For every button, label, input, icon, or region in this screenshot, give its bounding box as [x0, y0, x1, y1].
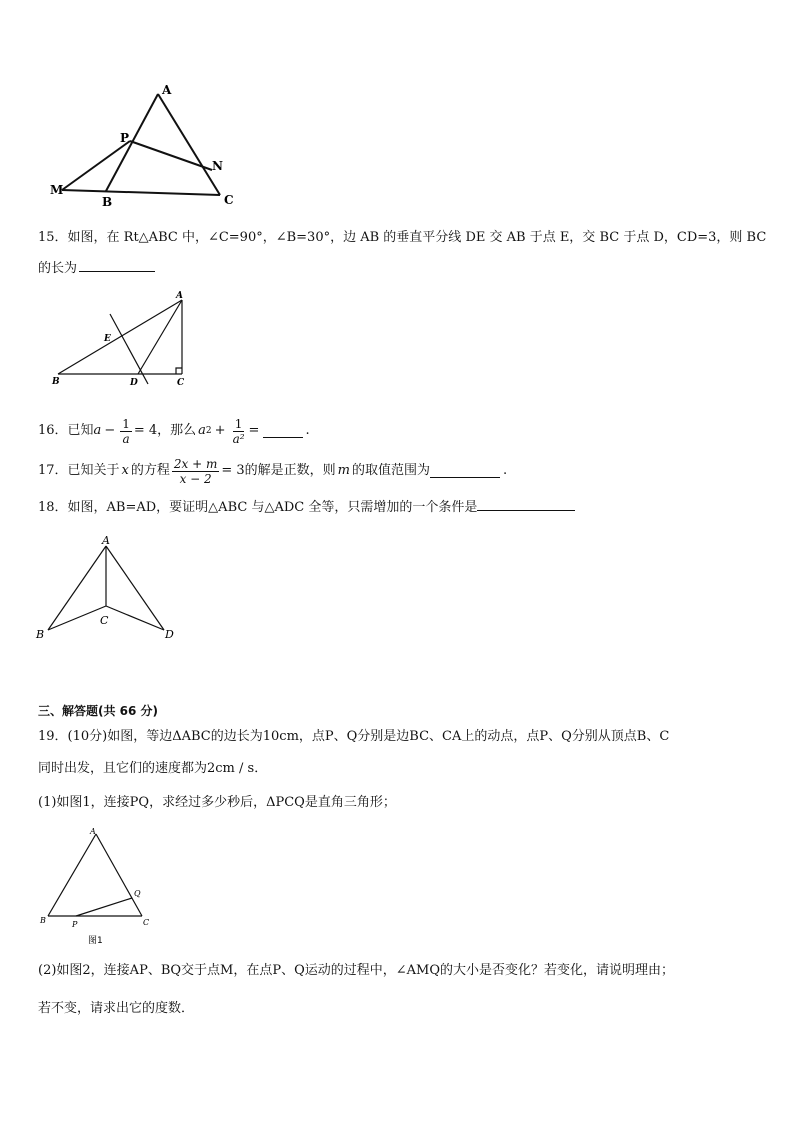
label-C: C: [177, 378, 185, 388]
label-B: B: [52, 377, 60, 387]
edge-mc: [62, 190, 220, 195]
q15-line2-text: 的长为: [38, 261, 78, 276]
q19-part2-line2: 若不变，请求出它的度数．: [38, 1001, 195, 1016]
edge-ba: [58, 300, 182, 374]
label-A: A: [102, 534, 110, 547]
q18-text: 18．如图，AB=AD，要证明△ABC 与△ADC 全等，只需增加的一个条件是: [38, 500, 478, 515]
section-3-title: 三、解答题(共 66 分): [38, 704, 159, 718]
label-C: C: [100, 614, 109, 627]
label-B: B: [36, 628, 45, 641]
q16-frac1-num: 1: [122, 416, 130, 431]
q19-line2: 同时出发，且它们的速度都为2cm / s．: [38, 761, 268, 776]
edge-ab: [48, 834, 96, 916]
q16-line: [38, 413, 310, 449]
figure-q14: [40, 78, 250, 213]
label-B: B: [102, 195, 113, 209]
figure-q18-svg: [34, 532, 184, 642]
q17-prefix: 17．已知关于: [38, 463, 120, 478]
segment-pq: [76, 898, 132, 916]
right-angle-mark: [176, 368, 182, 374]
label-E: E: [104, 334, 111, 344]
label-N: N: [212, 159, 223, 173]
q16-minus: −: [104, 423, 116, 438]
label-Q: Q: [134, 889, 141, 898]
q17-frac-den: x − 2: [179, 471, 212, 486]
figure-q19-1: [36, 826, 166, 948]
q19-line1: 19．(10分)如图，等边ΔABC的边长为10cm，点P、Q分别是边BC、CA上的动点，点P、Q分别从顶点B、C: [38, 729, 670, 744]
q17-var-m: m: [337, 463, 350, 478]
q15-line2: [38, 259, 155, 278]
label-M: M: [50, 183, 64, 197]
label-D: D: [130, 378, 138, 388]
label-A: A: [162, 83, 172, 97]
label-P: P: [120, 131, 130, 145]
figure-q14-svg: [40, 78, 250, 213]
edge-pn: [130, 141, 212, 170]
label-P: P: [72, 920, 78, 929]
q15-line1: 15．如图，在 Rt△ABC 中，∠C=90°，∠B=30°，边 AB 的垂直平分线 DE 交 AB 于点 E，交 BC 于点 D，CD=3，则 BC: [38, 230, 767, 245]
q19-part1: (1)如图1，连接PQ，求经过多少秒后，ΔPCQ是直角三角形；: [38, 795, 396, 810]
q17-eq: = 3的解是正数，则: [221, 463, 336, 478]
label-A: A: [176, 291, 183, 301]
figure-caption: 图1: [88, 936, 103, 946]
q18-answer-blank[interactable]: [477, 498, 575, 511]
q17-line: [38, 451, 507, 491]
q16-plus: +: [214, 423, 226, 438]
figure-q19-1-svg: [36, 826, 166, 948]
q17-end: .: [503, 463, 508, 478]
q16-var-a: a: [93, 423, 102, 438]
q16-fraction-2: [231, 417, 247, 446]
edge-ac: [158, 94, 220, 195]
q16-eq: = 4，那么: [133, 423, 197, 438]
q16-frac2-num: 1: [234, 416, 243, 431]
q17-answer-blank[interactable]: [430, 465, 500, 478]
q16-sup2: 2: [205, 426, 212, 436]
q19-part2-line1: (2)如图2，连接AP、BQ交于点M，在点P、Q运动的过程中，∠AMQ的大小是否变化？若变化，请说明理由；: [38, 963, 674, 978]
q17-fraction: [172, 457, 219, 486]
label-D: D: [165, 628, 174, 641]
q16-fraction-1: [120, 417, 132, 446]
figure-q15: [48, 288, 198, 388]
edge-ac: [96, 834, 142, 916]
label-B: B: [40, 916, 46, 925]
figure-q18: [34, 532, 184, 642]
label-C: C: [143, 918, 150, 927]
q16-frac2-den: a²: [232, 431, 245, 446]
figure-q15-svg: [48, 288, 198, 388]
label-A: A: [90, 827, 96, 836]
q16-a2: a: [198, 423, 206, 438]
q17-frac-num: 2x + m: [173, 456, 218, 471]
q17-tail: 的取值范围为: [352, 463, 431, 478]
q18-line: [38, 498, 575, 517]
q16-eq2: =: [248, 423, 260, 438]
q17-mid: 的方程: [130, 463, 170, 478]
q15-answer-blank[interactable]: [79, 259, 155, 272]
label-C: C: [224, 193, 234, 207]
edge-ad: [138, 300, 182, 374]
q16-end: .: [305, 423, 310, 438]
q17-var-x: x: [121, 463, 129, 478]
q16-frac1-den: a: [122, 431, 130, 446]
q16-prefix: 16．已知: [38, 423, 94, 438]
q16-answer-blank[interactable]: [263, 425, 303, 438]
